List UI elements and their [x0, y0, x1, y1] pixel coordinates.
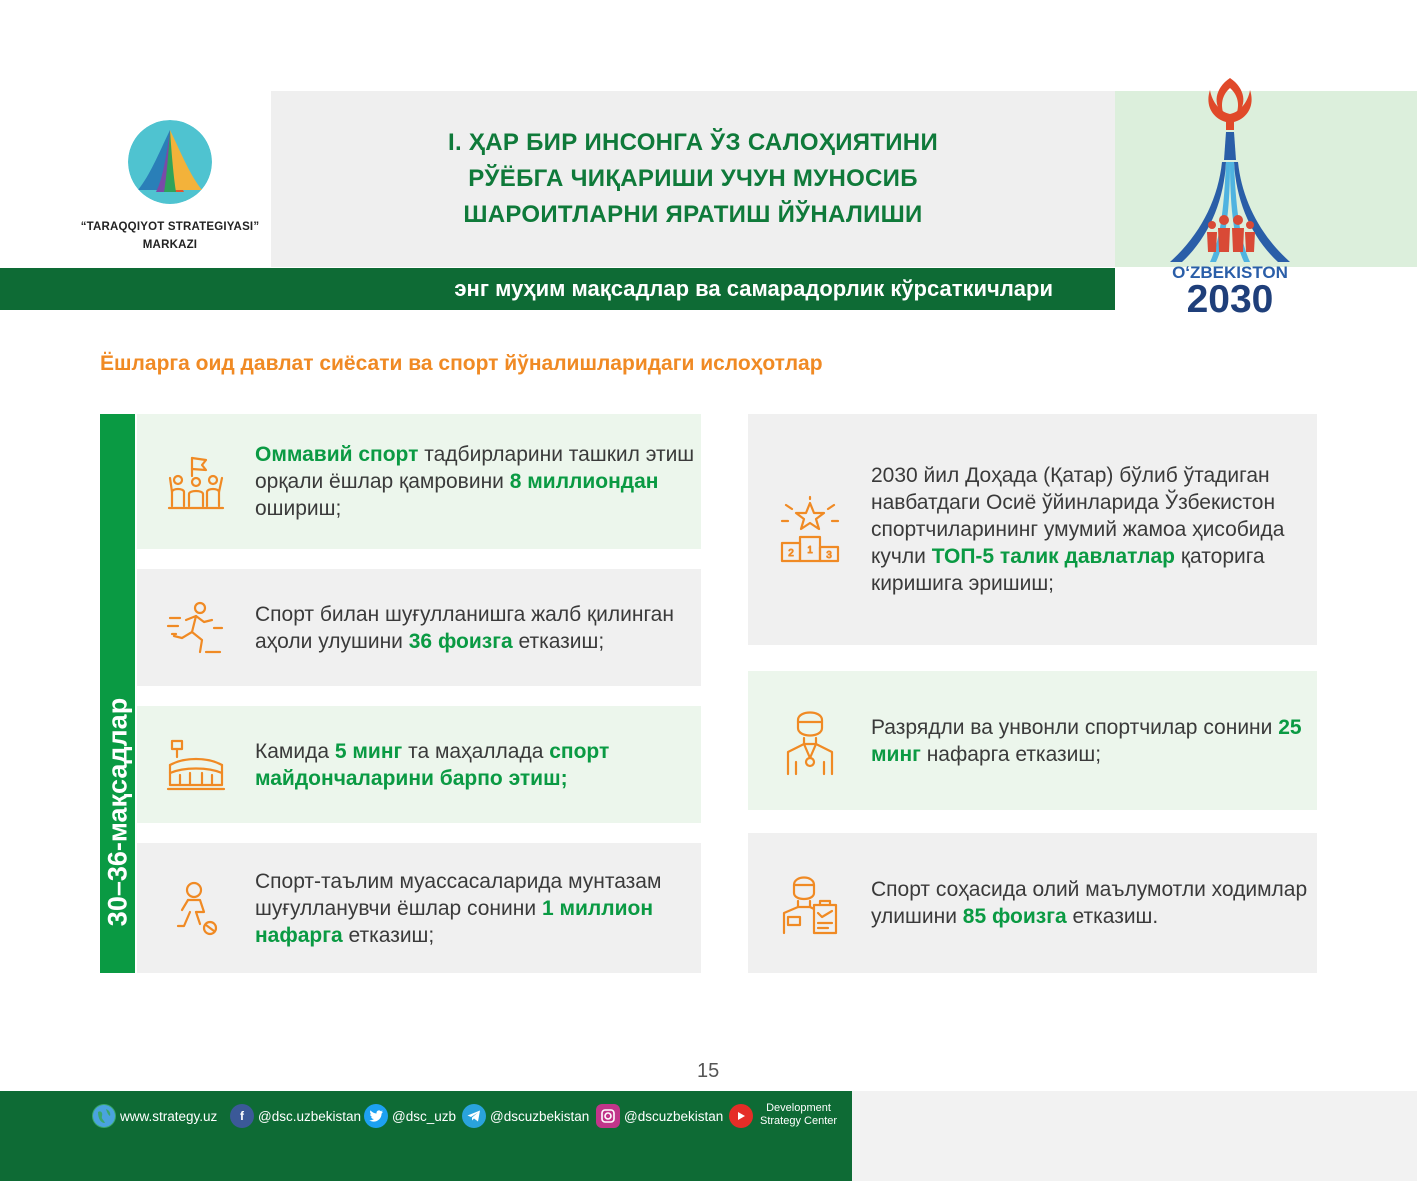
- goal-5-part-1: 2030 йил Доҳада (Қатар) бўлиб ўтадиган навбатдаги Осиё ўйинларида Ўзбекистон спортчиларининг умумий жамоа ҳисобида кучли: [871, 464, 1285, 568]
- goal-card-2: [137, 569, 701, 686]
- goal-text-3: [255, 738, 701, 792]
- title-line-1: I. ҲАР БИР ИНСОНГА ЎЗ САЛОҲИЯТИНИ: [447, 129, 938, 156]
- title-line-3: ШАРОИТЛАРНИ ЯРАТИШ ЙЎНАЛИШИ: [463, 201, 923, 228]
- child-football-icon: [166, 878, 226, 938]
- goal-6-part-2: 25 минг: [871, 715, 1302, 766]
- telegram-handle[interactable]: @dscuzbekistan: [490, 1108, 590, 1124]
- emblem-word: OʻZBEKISTON: [1172, 263, 1288, 282]
- page-title-box: [271, 91, 1115, 267]
- page-number: 15: [697, 1060, 720, 1082]
- footer-twitter[interactable]: [364, 1103, 456, 1129]
- org-name-line2: MARKAZI: [142, 239, 198, 251]
- facebook-icon: f: [230, 1104, 254, 1128]
- goal-6-part-3: нафарга етказиш;: [920, 742, 1102, 766]
- goal-text-1: [255, 441, 701, 522]
- athlete-medal-icon: [782, 706, 838, 776]
- goal-4-part-1: Спорт-таълим муассасаларида мунтазам шуғулланувчи ёшлар сонини: [255, 869, 662, 920]
- goal-6-part-1: Разрядли ва унвонли спортчилар сонини: [871, 715, 1279, 739]
- uzbekistan-2030-emblem: [1160, 70, 1300, 315]
- goal-2-part-1: Спорт билан шуғулланишга жалб қилинган аҳоли улушини: [255, 602, 674, 653]
- svg-text:3: 3: [825, 549, 832, 561]
- goal-4-part-2: 1 миллион нафарга: [255, 896, 653, 947]
- podium-icon: [780, 495, 840, 565]
- website-link[interactable]: www.strategy.uz: [120, 1108, 218, 1124]
- org-logo: [60, 110, 280, 260]
- goal-3-part-2: 5 минг: [334, 739, 403, 763]
- goal-text-6: [871, 714, 1317, 768]
- goal-3-part-1: Камида: [255, 739, 335, 763]
- runner-icon: [166, 598, 226, 658]
- goal-5-part-2: ТОП-5 талик давлатлар: [931, 545, 1176, 568]
- globe-icon: [92, 1104, 116, 1128]
- youtube-line-2: Strategy Center: [760, 1115, 838, 1127]
- youtube-channel-name[interactable]: [760, 1102, 837, 1128]
- goal-card-4: [137, 843, 701, 973]
- goal-card-7: [748, 833, 1317, 973]
- youtube-icon: [729, 1104, 753, 1128]
- goal-5-part-3: қаторига киришига эришиш;: [871, 545, 1265, 595]
- tent-logo-icon: [128, 120, 212, 204]
- facebook-handle[interactable]: @dsc.uzbekistan: [258, 1108, 362, 1124]
- goal-4-part-3: етказиш;: [342, 923, 435, 947]
- goal-text-7: [871, 876, 1317, 930]
- footer-website[interactable]: [92, 1103, 217, 1129]
- instagram-handle[interactable]: @dscuzbekistan: [624, 1108, 724, 1124]
- footer-facebook[interactable]: [230, 1103, 361, 1129]
- goal-1-part-2: тадбирларини ташкил этиш орқали ёшлар қамровини: [255, 443, 695, 493]
- goal-2-part-3: етказиш;: [512, 629, 605, 653]
- footer-blank: [852, 1091, 1417, 1181]
- footer-youtube[interactable]: [729, 1103, 757, 1129]
- crowd-flag-icon: [166, 452, 226, 512]
- goal-1-part-4: ошириш;: [255, 497, 342, 520]
- footer-instagram[interactable]: [596, 1103, 723, 1129]
- goal-card-5: [748, 414, 1317, 645]
- footer-telegram[interactable]: [462, 1103, 589, 1129]
- goal-card-6: [748, 671, 1317, 810]
- title-line-2: РЎЁБГА ЧИҚАРИШИ УЧУН МУНОСИБ: [468, 165, 918, 192]
- goal-text-4: [255, 868, 701, 949]
- goals-label: 30–36-мақсадлар: [102, 697, 133, 927]
- subtitle-banner: энг муҳим мақсадлар ва самарадорлик кўрсаткичлари: [0, 268, 1115, 310]
- goal-1-part-3: 8 миллиондан: [509, 470, 659, 493]
- goal-7-part-1: Спорт соҳасида олий маълумотли ходимлар улишини: [871, 878, 1308, 928]
- youtube-line-1: Development: [766, 1102, 831, 1114]
- svg-text:2: 2: [787, 547, 794, 559]
- instagram-icon: [596, 1104, 620, 1128]
- goal-3-part-3: та маҳаллада: [402, 739, 550, 763]
- svg-text:1: 1: [806, 544, 813, 556]
- goal-text-5: [871, 462, 1317, 597]
- telegram-icon: [462, 1104, 486, 1128]
- goal-3-part-4: спорт майдончаларини барпо этиш;: [255, 739, 610, 790]
- twitter-icon: [364, 1104, 388, 1128]
- goal-7-part-2: 85 фоизга: [962, 905, 1067, 928]
- specialist-icon: [780, 871, 840, 935]
- goal-2-part-2: 36 фоизга: [408, 629, 513, 653]
- goal-1-part-1: Оммавий спорт: [255, 443, 419, 466]
- section-title: Ёшларга оид давлат сиёсати ва спорт йўналишларидаги ислоҳотлар: [100, 352, 823, 375]
- page-title: [448, 125, 938, 233]
- emblem-year: 2030: [1186, 278, 1274, 315]
- twitter-handle[interactable]: @dsc_uzb: [392, 1108, 456, 1124]
- stadium-icon: [166, 735, 226, 795]
- org-name-line1: “TARAQQIYOT STRATEGIYASI”: [80, 221, 260, 233]
- goal-text-2: [255, 601, 701, 655]
- goal-card-3: [137, 706, 701, 823]
- goal-card-1: [137, 414, 701, 549]
- goal-7-part-3: етказиш.: [1066, 905, 1159, 928]
- emblem-icon: [1160, 70, 1300, 315]
